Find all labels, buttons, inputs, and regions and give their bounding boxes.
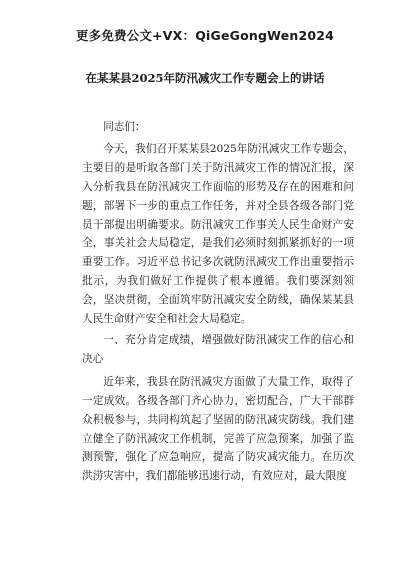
body-paragraph: 今天，我们召开某某县2025年防汛减灾工作专题会，主要目的是听取各部门关于防汛减灾工作的情况汇报，深入分析我县在防汛减灾工作面临的形势及存在的困难和问题，部署下一步的重点工作任务，并对全县各级各部门党员干部提出明确要求。防汛减灾工作事关人民生命财产安全，事关社会大局稳定，是我们必须时刻抓紧抓好的一项重要工作。习近平总书记多次就防汛减灾工作出重要指示批示，为我们做好工作提供了根本遵循。我们要深刻领会，坚决贯彻，全面筑牢防汛减灾安全防线，确保某某县人民生命财产安全和社会大局稳定。 <box>82 142 354 326</box>
document-body <box>82 118 354 486</box>
promo-header: 更多免费公文+VX：QiGeGongWen2024 <box>75 28 335 43</box>
body-paragraph: 近年来，我县在防汛减灾方面做了大量工作，取得了一定成效。各级各部门齐心协力，密切配合，广大干部群众积极参与，共同构筑起了坚固的防汛减灾防线。我们建立健全了防汛减灾工作机制，完善了应急预案，加强了监测预警，强化了应急响应，提高了防灾减灾能力。在历次洪涝灾害中，我们都能够迅速行动，有效应对，最大限度 <box>82 375 354 483</box>
document-title: 在某某县2025年防汛减灾工作专题会上的讲话 <box>85 71 325 85</box>
section-heading: 一、充分肯定成绩，增强做好防汛减灾工作的信心和决心 <box>82 333 354 365</box>
salutation: 同志们： <box>103 121 146 133</box>
